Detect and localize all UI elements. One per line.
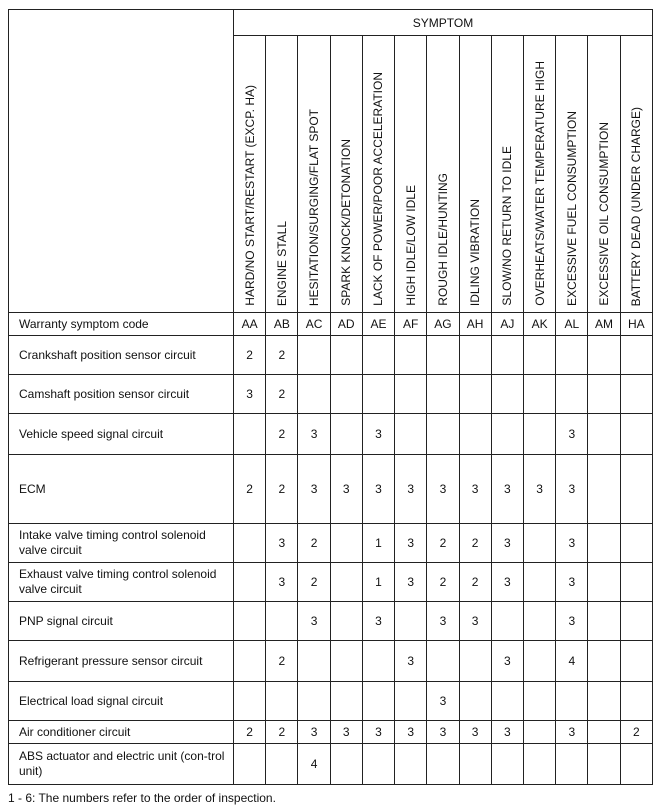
inspection-order-cell — [330, 336, 362, 375]
table-row — [9, 721, 653, 744]
inspection-order-cell — [459, 336, 491, 375]
inspection-order-cell — [330, 744, 362, 785]
inspection-order-cell — [234, 602, 266, 641]
inspection-order-cell — [491, 414, 523, 455]
inspection-order-cell — [523, 336, 555, 375]
inspection-order-cell — [620, 602, 652, 641]
warranty-code-label: Warranty symptom code — [9, 313, 234, 336]
inspection-order-cell: 3 — [427, 455, 459, 524]
table-row — [9, 744, 653, 785]
symptom-label: SLOW/NO RETURN TO IDLE — [500, 146, 515, 306]
inspection-order-cell: 3 — [556, 563, 588, 602]
inspection-order-cell: 2 — [266, 414, 298, 455]
inspection-order-cell: 3 — [459, 455, 491, 524]
symptom-column-header — [459, 36, 491, 313]
inspection-order-cell — [523, 682, 555, 721]
row-label: Vehicle speed signal circuit — [9, 414, 234, 455]
warranty-code-cell: AK — [523, 313, 555, 336]
symptom-column-header — [588, 36, 620, 313]
inspection-order-cell — [491, 602, 523, 641]
inspection-order-cell: 3 — [427, 721, 459, 744]
inspection-order-cell: 3 — [427, 682, 459, 721]
inspection-order-cell — [620, 375, 652, 414]
symptom-label: LACK OF POWER/POOR ACCELERATION — [371, 72, 386, 306]
inspection-order-cell: 2 — [459, 524, 491, 563]
inspection-order-cell — [330, 682, 362, 721]
inspection-order-cell: 3 — [298, 455, 330, 524]
inspection-order-cell: 3 — [330, 455, 362, 524]
inspection-order-cell: 3 — [266, 524, 298, 563]
symptom-label: OVERHEATS/WATER TEMPERATURE HIGH — [532, 61, 547, 306]
inspection-order-cell: 1 — [362, 563, 394, 602]
symptom-column-header — [330, 36, 362, 313]
symptom-header: SYMPTOM — [234, 10, 653, 36]
inspection-order-cell — [459, 682, 491, 721]
inspection-order-cell — [588, 375, 620, 414]
inspection-order-cell — [523, 641, 555, 682]
inspection-order-cell: 2 — [266, 455, 298, 524]
symptom-column-header — [427, 36, 459, 313]
inspection-order-cell — [588, 744, 620, 785]
inspection-order-cell — [620, 744, 652, 785]
warranty-code-cell: AC — [298, 313, 330, 336]
inspection-order-cell — [330, 563, 362, 602]
inspection-order-cell — [459, 414, 491, 455]
inspection-order-cell — [523, 744, 555, 785]
symptom-label: EXCESSIVE FUEL CONSUMPTION — [564, 111, 579, 306]
inspection-order-cell — [330, 602, 362, 641]
inspection-order-cell — [620, 563, 652, 602]
inspection-order-cell: 2 — [266, 721, 298, 744]
inspection-order-cell — [491, 744, 523, 785]
inspection-order-cell — [234, 744, 266, 785]
inspection-order-cell: 2 — [266, 336, 298, 375]
inspection-order-cell: 3 — [298, 602, 330, 641]
table-row — [9, 375, 653, 414]
inspection-order-cell: 2 — [459, 563, 491, 602]
warranty-code-cell: AM — [588, 313, 620, 336]
symptom-column-header — [620, 36, 652, 313]
inspection-order-cell — [459, 744, 491, 785]
inspection-order-cell — [395, 682, 427, 721]
inspection-order-cell: 2 — [266, 641, 298, 682]
inspection-order-cell — [234, 682, 266, 721]
symptom-label: HIGH IDLE/LOW IDLE — [403, 185, 418, 306]
table-row — [9, 682, 653, 721]
row-label: ECM — [9, 455, 234, 524]
symptom-label: HARD/NO START/RESTART (EXCP. HA) — [242, 85, 257, 306]
warranty-code-cell: AG — [427, 313, 459, 336]
inspection-order-cell: 3 — [491, 563, 523, 602]
inspection-order-cell — [588, 524, 620, 563]
inspection-order-cell — [523, 563, 555, 602]
symptom-column-header — [234, 36, 266, 313]
inspection-order-cell — [491, 682, 523, 721]
warranty-code-cell: AL — [556, 313, 588, 336]
inspection-order-cell — [362, 336, 394, 375]
table-row — [9, 641, 653, 682]
inspection-order-cell — [427, 336, 459, 375]
inspection-order-cell — [427, 414, 459, 455]
inspection-order-cell: 2 — [234, 721, 266, 744]
inspection-order-cell: 3 — [459, 602, 491, 641]
inspection-order-cell: 3 — [298, 721, 330, 744]
inspection-order-cell — [620, 682, 652, 721]
inspection-order-cell — [588, 455, 620, 524]
row-label: Electrical load signal circuit — [9, 682, 234, 721]
warranty-code-cell: AJ — [491, 313, 523, 336]
symptom-label: ENGINE STALL — [274, 220, 289, 306]
inspection-order-cell: 2 — [427, 524, 459, 563]
inspection-order-cell — [298, 682, 330, 721]
inspection-order-cell — [298, 336, 330, 375]
inspection-order-cell — [523, 524, 555, 563]
row-label: Crankshaft position sensor circuit — [9, 336, 234, 375]
inspection-order-cell: 3 — [395, 641, 427, 682]
table-row — [9, 336, 653, 375]
symptom-column-header — [266, 36, 298, 313]
inspection-order-cell — [620, 414, 652, 455]
inspection-order-cell — [362, 641, 394, 682]
inspection-order-cell — [620, 641, 652, 682]
row-label: Exhaust valve timing control solenoid valve circuit — [9, 563, 234, 602]
inspection-order-cell: 2 — [298, 524, 330, 563]
inspection-order-cell: 1 — [362, 524, 394, 563]
warranty-code-cell: AH — [459, 313, 491, 336]
warranty-code-cell: AB — [266, 313, 298, 336]
inspection-order-cell: 3 — [427, 602, 459, 641]
symptom-column-header — [395, 36, 427, 313]
table-row — [9, 414, 653, 455]
inspection-order-cell: 3 — [491, 641, 523, 682]
warranty-code-row — [9, 313, 653, 336]
inspection-order-cell — [556, 744, 588, 785]
table-row — [9, 455, 653, 524]
inspection-order-cell — [330, 524, 362, 563]
row-label: PNP signal circuit — [9, 602, 234, 641]
inspection-order-cell: 4 — [556, 641, 588, 682]
inspection-order-cell — [588, 641, 620, 682]
inspection-order-cell — [620, 455, 652, 524]
row-label: Camshaft position sensor circuit — [9, 375, 234, 414]
inspection-order-cell: 3 — [556, 721, 588, 744]
symptom-column-header — [362, 36, 394, 313]
warranty-code-cell: AD — [330, 313, 362, 336]
inspection-order-cell: 3 — [395, 524, 427, 563]
inspection-order-cell: 3 — [395, 455, 427, 524]
inspection-order-cell — [298, 641, 330, 682]
inspection-order-cell — [523, 414, 555, 455]
table-row — [9, 602, 653, 641]
inspection-order-cell: 2 — [620, 721, 652, 744]
symptom-label: IDLING VIBRATION — [468, 198, 483, 306]
row-label: Air conditioner circuit — [9, 721, 234, 744]
table-row — [9, 563, 653, 602]
inspection-order-cell: 2 — [234, 455, 266, 524]
symptom-column-header — [491, 36, 523, 313]
inspection-order-cell — [588, 602, 620, 641]
inspection-order-cell — [266, 744, 298, 785]
inspection-order-cell — [427, 375, 459, 414]
symptom-column-header — [298, 36, 330, 313]
inspection-order-cell — [588, 721, 620, 744]
inspection-order-cell — [234, 641, 266, 682]
inspection-order-cell: 2 — [266, 375, 298, 414]
inspection-order-cell — [234, 563, 266, 602]
row-label: ABS actuator and electric unit (con-trol unit) — [9, 744, 234, 785]
footnote: 1 - 6: The numbers refer to the order of inspection. — [8, 791, 276, 805]
inspection-order-cell — [588, 414, 620, 455]
inspection-order-cell: 3 — [459, 721, 491, 744]
symptom-label: BATTERY DEAD (UNDER CHARGE) — [629, 106, 644, 306]
inspection-order-cell: 3 — [362, 602, 394, 641]
inspection-order-cell — [395, 414, 427, 455]
inspection-order-cell — [556, 682, 588, 721]
inspection-order-cell — [556, 336, 588, 375]
inspection-order-cell — [298, 375, 330, 414]
warranty-code-cell: HA — [620, 313, 652, 336]
row-label: Intake valve timing control solenoid valve circuit — [9, 524, 234, 563]
symptom-table — [8, 9, 653, 785]
table-row — [9, 524, 653, 563]
inspection-order-cell — [588, 336, 620, 375]
inspection-order-cell: 3 — [234, 375, 266, 414]
inspection-order-cell — [362, 744, 394, 785]
row-label: Refrigerant pressure sensor circuit — [9, 641, 234, 682]
inspection-order-cell: 3 — [556, 414, 588, 455]
inspection-order-cell: 3 — [395, 721, 427, 744]
inspection-order-cell: 2 — [427, 563, 459, 602]
symptom-label: ROUGH IDLE/HUNTING — [435, 173, 450, 306]
inspection-order-cell — [395, 602, 427, 641]
inspection-order-cell: 3 — [523, 455, 555, 524]
inspection-order-cell — [266, 682, 298, 721]
inspection-order-cell — [330, 375, 362, 414]
warranty-code-cell: AF — [395, 313, 427, 336]
inspection-order-cell — [234, 414, 266, 455]
inspection-order-cell — [556, 375, 588, 414]
inspection-order-cell: 3 — [491, 524, 523, 563]
inspection-order-cell — [427, 744, 459, 785]
warranty-code-cell: AA — [234, 313, 266, 336]
symptom-label: EXCESSIVE OIL CONSUMPTION — [597, 122, 612, 306]
inspection-order-cell — [459, 375, 491, 414]
inspection-order-cell: 4 — [298, 744, 330, 785]
inspection-order-cell: 3 — [491, 455, 523, 524]
symptom-column-header — [556, 36, 588, 313]
inspection-order-cell: 3 — [330, 721, 362, 744]
inspection-order-cell — [523, 375, 555, 414]
inspection-order-cell — [588, 563, 620, 602]
inspection-order-cell — [330, 414, 362, 455]
inspection-order-cell — [491, 336, 523, 375]
symptom-column-header — [523, 36, 555, 313]
inspection-order-cell: 3 — [395, 563, 427, 602]
inspection-order-cell — [330, 641, 362, 682]
inspection-order-cell — [523, 721, 555, 744]
inspection-order-cell — [266, 602, 298, 641]
inspection-order-cell: 3 — [556, 455, 588, 524]
inspection-order-cell — [362, 682, 394, 721]
inspection-order-cell — [234, 524, 266, 563]
inspection-order-cell — [427, 641, 459, 682]
table-body — [9, 313, 653, 785]
symptom-label: SPARK KNOCK/DETONATION — [339, 139, 354, 306]
inspection-order-cell — [491, 375, 523, 414]
inspection-order-cell — [395, 375, 427, 414]
inspection-order-cell — [523, 602, 555, 641]
inspection-order-cell — [395, 744, 427, 785]
inspection-order-cell — [620, 524, 652, 563]
inspection-order-cell — [362, 375, 394, 414]
inspection-order-cell: 2 — [298, 563, 330, 602]
inspection-order-cell — [588, 682, 620, 721]
inspection-order-cell: 3 — [362, 721, 394, 744]
inspection-order-cell — [395, 336, 427, 375]
inspection-order-cell: 3 — [362, 455, 394, 524]
table-corner-cell — [9, 10, 234, 313]
inspection-order-cell: 3 — [362, 414, 394, 455]
inspection-order-cell: 3 — [298, 414, 330, 455]
inspection-order-cell: 3 — [266, 563, 298, 602]
inspection-order-cell — [620, 336, 652, 375]
warranty-code-cell: AE — [362, 313, 394, 336]
symptom-label: HESITATION/SURGING/FLAT SPOT — [307, 108, 322, 306]
inspection-order-cell: 3 — [556, 602, 588, 641]
inspection-order-cell: 3 — [556, 524, 588, 563]
inspection-order-cell: 3 — [491, 721, 523, 744]
inspection-order-cell — [459, 641, 491, 682]
inspection-order-cell: 2 — [234, 336, 266, 375]
